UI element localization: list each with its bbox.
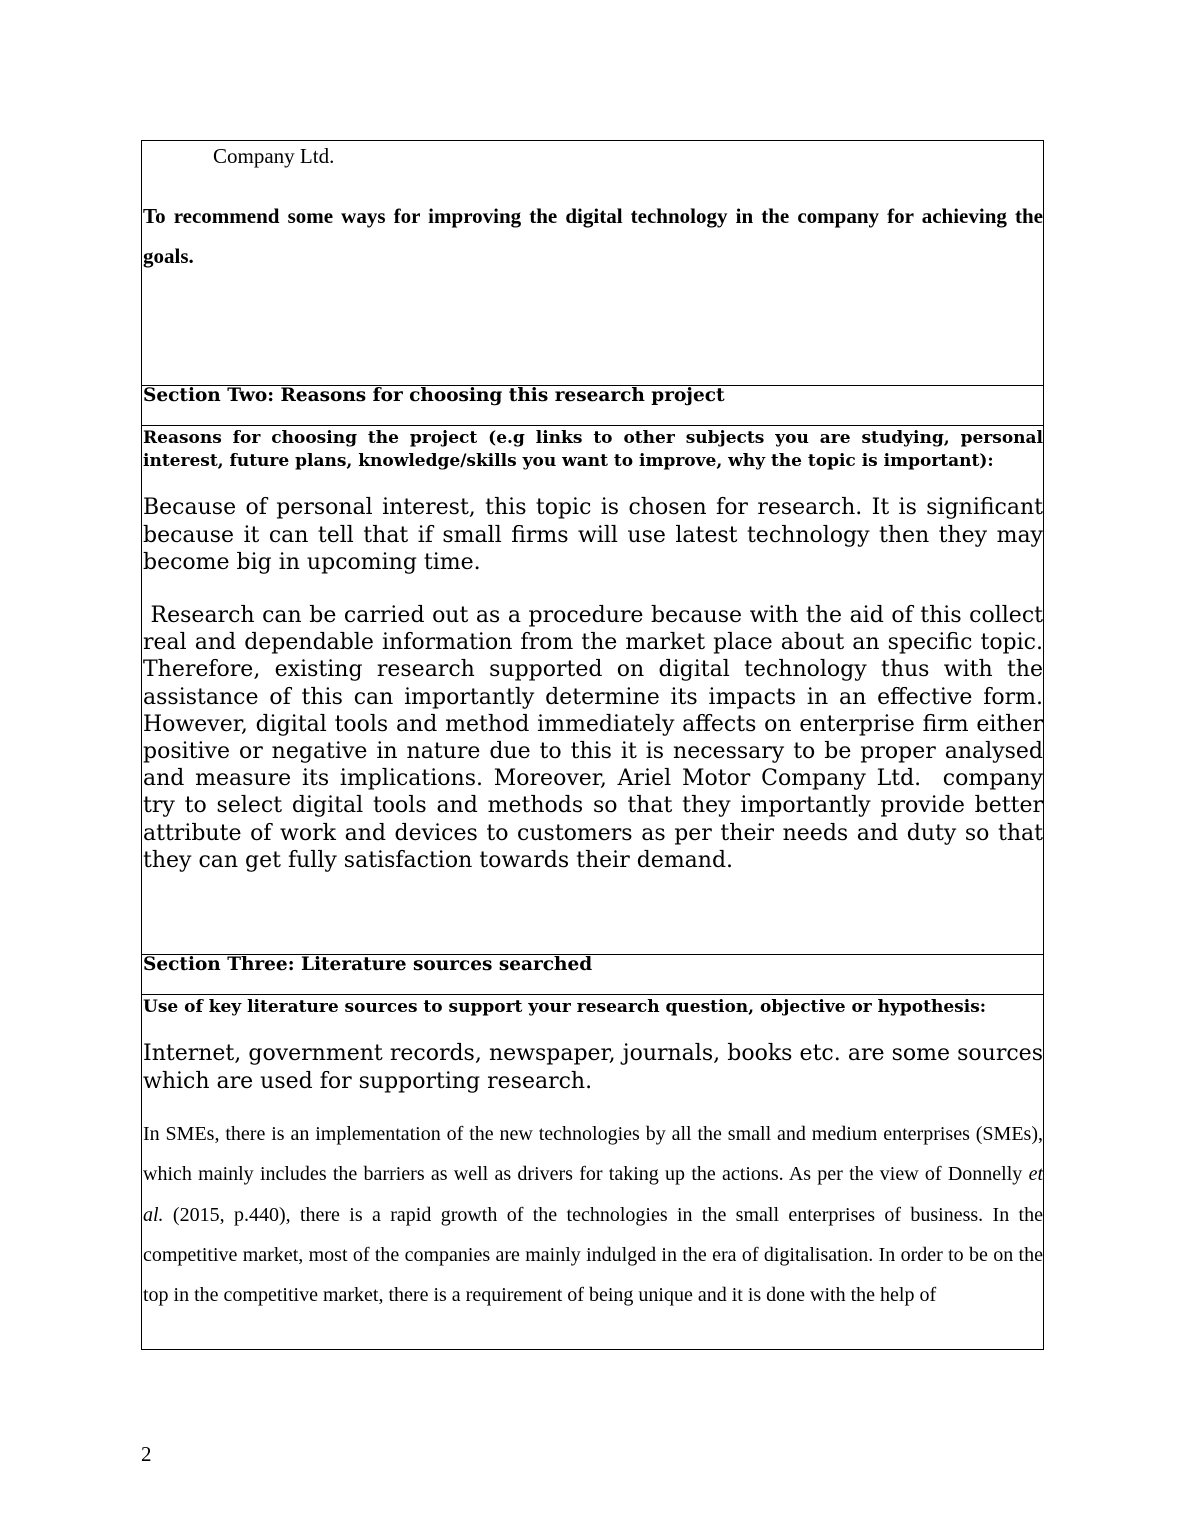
- section-two-title: Section Two: Reasons for choosing this research project: [143, 385, 725, 406]
- section-two-content-row: [142, 425, 1050, 954]
- literature-paragraph-2: [143, 1114, 1043, 1348]
- section-two-header-row: [142, 385, 1043, 425]
- literature-text-part-2: (2015, p.440), there is a rapid growth of the technologies in the small enterprises of business. In the competitive market, most of the companies are mainly indulged in the era of digitalisation. In order to be on the top in the competitive market, there is a requirement of being unique and it is done with the help of: [143, 1203, 1043, 1307]
- literature-text-part-1: In SMEs, there is an implementation of the new technologies by all the small and medium enterprises (SMEs), which mainly includes the barriers as well as drivers for taking up the actions. As per the view of Donnelly: [143, 1123, 1043, 1186]
- reasons-paragraph-1: Because of personal interest, this topic is chosen for research. It is significant because it can tell that if small firms will use latest technology then they may become big in upcoming time.: [143, 495, 1043, 575]
- proposal-table: [141, 140, 1050, 1350]
- sources-paragraph-1: Internet, government records, newspaper, journals, books etc. are some sources which are used for supporting research.: [143, 1041, 1043, 1094]
- section-three-prompt: Use of key literature sources to support your research question, objective or hypothesis:: [143, 997, 987, 1017]
- page-number: 2: [141, 1442, 152, 1466]
- section-three-header-row: [142, 954, 1043, 994]
- objectives-row: [142, 141, 1043, 385]
- objective-text: To recommend some ways for improving the digital technology in the company for achieving the goals.: [143, 204, 1043, 268]
- section-two-prompt: Reasons for choosing the project (e.g links to other subjects you are studying, personal interest, future plans, knowledge/skills you want to improve, why the topic is important):: [143, 428, 1043, 471]
- section-three-content-row: [142, 994, 1043, 1349]
- literature-citation-etal: et al.: [143, 1163, 1043, 1226]
- company-name-tail: Company Ltd.: [213, 144, 335, 168]
- section-three-title: Section Three: Literature sources searched: [143, 954, 593, 975]
- reasons-paragraph-2: Research can be carried out as a procedure because with the aid of this collect real and dependable information from the market place about an specific topic. Therefore, existing research supported on digital technology thus with the assistance of this can importantly determine its impacts in an effective form. However, digital tools and method immediately affects on enterprise firm either positive or negative in nature due to this it is necessary to be proper analysed and measure its implications. Moreover, Ariel Motor Company Ltd. company try to select digital tools and methods so that they importantly provide better attribute of work and devices to customers as per their needs and duty so that they can get fully satisfaction towards their demand.: [143, 603, 1050, 873]
